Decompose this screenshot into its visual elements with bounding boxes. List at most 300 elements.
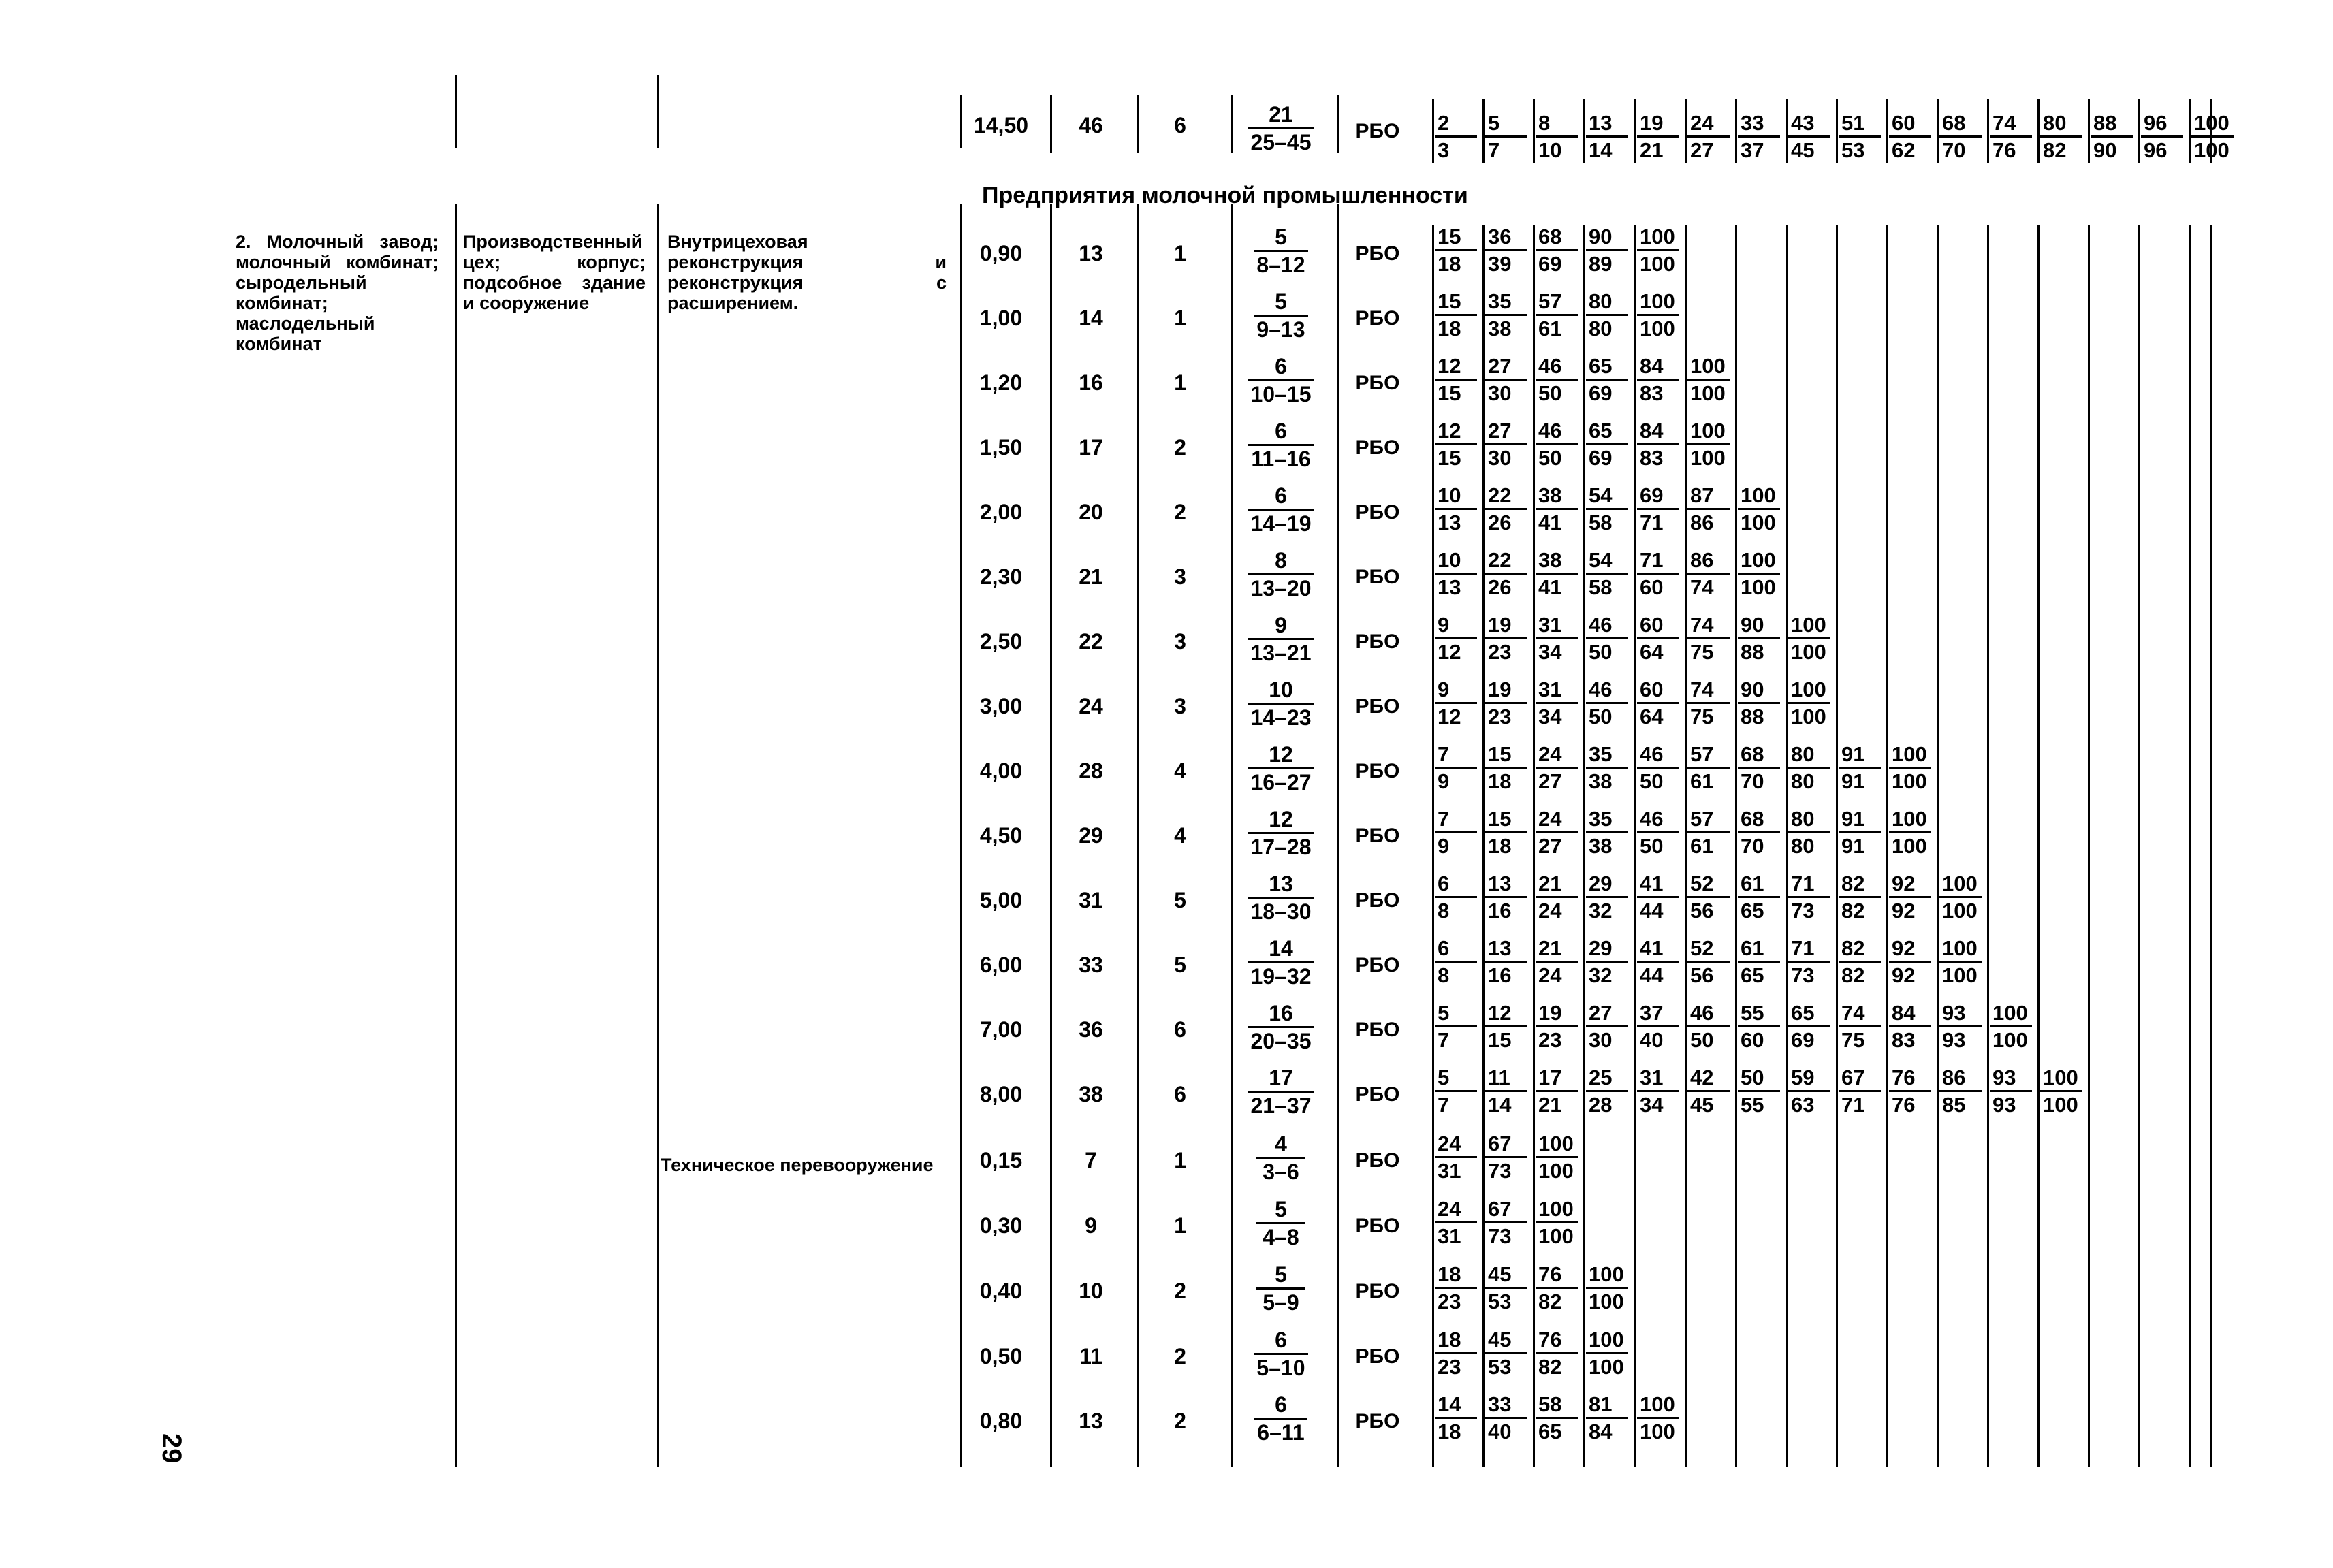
percent-cell-den: 28 <box>1586 1090 1628 1115</box>
col3-value: 1 <box>1174 1213 1186 1238</box>
percent-cell <box>1435 873 1481 921</box>
percent-column-divider <box>1634 225 1636 1467</box>
percent-column-divider <box>2138 225 2140 1467</box>
top-percent-cell <box>1536 112 1582 161</box>
column-divider <box>1137 204 1139 1467</box>
percent-cell-num: 12 <box>1438 354 1461 378</box>
percent-cell-num: 90 <box>1741 613 1764 637</box>
percent-cell <box>1990 1067 2036 1115</box>
percent-cell-den: 100 <box>1788 637 1830 662</box>
percent-cell-den: 24 <box>1536 961 1578 986</box>
percent-cell-den: 23 <box>1435 1352 1477 1377</box>
percent-cell <box>1637 291 1683 339</box>
percent-cell <box>1485 1264 1531 1312</box>
percent-cell-den: 23 <box>1536 1025 1578 1051</box>
percent-cell-num: 5 <box>1438 1066 1450 1089</box>
percent-cell <box>1435 614 1481 662</box>
percent-column-divider <box>1937 225 1939 1467</box>
percent-cell-den: 61 <box>1687 767 1730 792</box>
column-divider <box>1231 204 1233 1467</box>
percent-cell-den: 18 <box>1435 249 1477 274</box>
percent-cell-num: 35 <box>1589 807 1613 831</box>
percent-cell-num: 87 <box>1690 483 1714 507</box>
percent-cell-den: 71 <box>1839 1090 1881 1115</box>
area-value: 0,30 <box>979 1213 1023 1238</box>
percent-cell <box>1839 1067 1885 1115</box>
percent-cell-den: 30 <box>1485 379 1527 404</box>
percent-cell-num: 13 <box>1488 936 1512 960</box>
percent-cell-num: 58 <box>1538 1392 1562 1416</box>
percent-cell-num: 76 <box>1538 1262 1562 1286</box>
percent-cell-num: 55 <box>1741 1001 1764 1025</box>
duration-fraction <box>1243 485 1318 534</box>
col3-value: 2 <box>1174 1344 1186 1369</box>
percent-cell-num: 65 <box>1791 1001 1815 1025</box>
percent-cell-den: 88 <box>1738 702 1780 727</box>
top-fraction <box>1243 103 1318 153</box>
percent-cell <box>1485 1329 1531 1377</box>
duration-fraction-den: 17–28 <box>1248 832 1314 858</box>
percent-cell-den: 73 <box>1788 896 1830 921</box>
percent-cell-num: 15 <box>1488 807 1512 831</box>
column-divider <box>1337 95 1339 153</box>
percent-cell-den: 92 <box>1889 896 1931 921</box>
method-label: РБО <box>1355 630 1400 653</box>
percent-cell-num: 67 <box>1488 1132 1512 1155</box>
area-value: 2,00 <box>979 500 1023 524</box>
percent-cell-num: 17 <box>1538 1066 1562 1089</box>
percent-cell-den: 80 <box>1788 831 1830 857</box>
column-divider <box>1337 204 1339 1467</box>
percent-column-divider <box>1786 225 1788 1467</box>
percent-cell <box>1889 873 1935 921</box>
percent-cell <box>1637 355 1683 404</box>
percent-cell <box>1485 1067 1531 1115</box>
duration-fraction-num: 6 <box>1275 1328 1287 1352</box>
percent-cell-den: 38 <box>1485 314 1527 339</box>
percent-cell-num: 45 <box>1488 1262 1512 1286</box>
percent-cell-num: 69 <box>1640 483 1664 507</box>
area-value: 6,00 <box>979 953 1023 977</box>
top-percent-cell-den: 82 <box>2040 135 2082 161</box>
percent-cell-num: 46 <box>1589 613 1613 637</box>
percent-cell-num: 21 <box>1538 871 1562 895</box>
percent-cell-den: 23 <box>1485 702 1527 727</box>
percent-cell <box>1435 808 1481 857</box>
percent-cell-num: 54 <box>1589 483 1613 507</box>
area-value: 5,00 <box>979 888 1023 912</box>
percent-cell-num: 27 <box>1589 1001 1613 1025</box>
duration-fraction-num: 9 <box>1275 613 1287 637</box>
percent-cell-num: 14 <box>1438 1392 1461 1416</box>
col3-value: 5 <box>1174 953 1186 977</box>
percent-cell-num: 81 <box>1589 1392 1613 1416</box>
percent-cell-num: 71 <box>1791 936 1815 960</box>
col2-value: 31 <box>1079 888 1103 912</box>
percent-cell-num: 57 <box>1538 289 1562 313</box>
percent-cell-den: 65 <box>1536 1417 1578 1442</box>
top-percent-cell-num: 51 <box>1841 111 1865 135</box>
percent-cell-num: 60 <box>1640 613 1664 637</box>
top-percent-cell <box>1788 112 1835 161</box>
percent-cell-num: 76 <box>1538 1328 1562 1351</box>
percent-column-divider <box>2189 225 2191 1467</box>
percent-cell <box>1435 549 1481 598</box>
percent-cell-num: 93 <box>1993 1066 2016 1089</box>
top-percent-cell-den: 37 <box>1738 135 1780 161</box>
percent-column-divider <box>1836 225 1838 1467</box>
column-divider <box>657 204 659 1467</box>
duration-fraction-num: 4 <box>1275 1132 1287 1156</box>
top-percent-cell-num: 88 <box>2093 111 2117 135</box>
percent-cell <box>1536 549 1582 598</box>
percent-cell-num: 100 <box>1892 807 1927 831</box>
percent-cell-num: 80 <box>1791 807 1815 831</box>
duration-fraction-den: 20–35 <box>1248 1026 1314 1052</box>
percent-cell-den: 30 <box>1586 1025 1628 1051</box>
percent-cell <box>1586 226 1632 274</box>
percent-cell-num: 19 <box>1538 1001 1562 1025</box>
percent-cell-num: 37 <box>1640 1001 1664 1025</box>
percent-cell-den: 60 <box>1738 1025 1780 1051</box>
duration-fraction-den: 13–20 <box>1248 573 1314 599</box>
top-percent-cell-num: 96 <box>2144 111 2168 135</box>
duration-fraction-den: 9–13 <box>1254 315 1307 340</box>
percent-cell <box>1738 1002 1784 1051</box>
percent-cell <box>1435 226 1481 274</box>
percent-cell-den: 50 <box>1586 702 1628 727</box>
percent-cell-den: 13 <box>1435 508 1477 533</box>
percent-cell <box>1485 549 1531 598</box>
method-label: РБО <box>1355 1215 1400 1237</box>
percent-cell-num: 68 <box>1741 742 1764 766</box>
duration-fraction <box>1243 743 1318 793</box>
percent-column-divider <box>1886 225 1888 1467</box>
percent-cell-num: 24 <box>1438 1197 1461 1221</box>
percent-cell-den: 100 <box>1889 831 1931 857</box>
column-divider <box>455 75 457 148</box>
percent-cell-den: 34 <box>1637 1090 1679 1115</box>
percent-column-divider <box>2088 225 2090 1467</box>
top-percent-cell <box>1738 112 1784 161</box>
col2-value: 21 <box>1079 564 1103 589</box>
duration-fraction-num: 6 <box>1275 419 1287 443</box>
column-divider <box>455 204 457 1467</box>
percent-cell <box>1687 873 1734 921</box>
col3-value: 5 <box>1174 888 1186 912</box>
percent-cell-den: 82 <box>1839 896 1881 921</box>
percent-cell-num: 82 <box>1841 871 1865 895</box>
percent-cell-num: 65 <box>1589 419 1613 443</box>
percent-column-divider <box>1735 225 1737 1467</box>
percent-cell-num: 68 <box>1538 225 1562 249</box>
top-percent-cell <box>2040 112 2086 161</box>
top-method: РБО <box>1355 120 1400 142</box>
top-percent-cell <box>1586 112 1632 161</box>
percent-cell-den: 70 <box>1738 831 1780 857</box>
percent-cell <box>1738 743 1784 792</box>
duration-fraction <box>1243 679 1318 729</box>
percent-cell-den: 32 <box>1586 961 1628 986</box>
top-percent-cell-num: 2 <box>1438 111 1450 135</box>
percent-cell <box>1839 938 1885 986</box>
percent-cell-den: 100 <box>1990 1025 2032 1051</box>
col2-value: 38 <box>1079 1082 1103 1106</box>
top-percent-cell-den: 10 <box>1536 135 1578 161</box>
percent-cell-num: 52 <box>1690 871 1714 895</box>
percent-cell-den: 27 <box>1536 831 1578 857</box>
top-percent-cell-den: 14 <box>1586 135 1628 161</box>
percent-cell-num: 18 <box>1438 1262 1461 1286</box>
percent-cell <box>1435 485 1481 533</box>
top-percent-cell-den: 3 <box>1435 135 1477 161</box>
col3-value: 4 <box>1174 758 1186 783</box>
top-percent-cell-num: 24 <box>1690 111 1714 135</box>
percent-cell <box>1435 1394 1481 1442</box>
percent-cell-num: 33 <box>1488 1392 1512 1416</box>
percent-cell-num: 65 <box>1589 354 1613 378</box>
percent-cell <box>1435 743 1481 792</box>
top-fraction-den: 25–45 <box>1248 127 1314 153</box>
percent-cell-num: 67 <box>1488 1197 1512 1221</box>
percent-cell-den: 41 <box>1536 573 1578 598</box>
duration-fraction-num: 13 <box>1269 871 1293 896</box>
percent-cell <box>1637 549 1683 598</box>
percent-cell-num: 80 <box>1791 742 1815 766</box>
col3-value: 2 <box>1174 500 1186 524</box>
percent-cell <box>1485 1133 1531 1181</box>
percent-cell-den: 82 <box>1536 1352 1578 1377</box>
percent-cell-den: 24 <box>1536 896 1578 921</box>
percent-cell-den: 50 <box>1637 831 1679 857</box>
percent-cell-num: 46 <box>1589 677 1613 701</box>
percent-cell-num: 46 <box>1538 354 1562 378</box>
duration-fraction-den: 16–27 <box>1248 767 1314 793</box>
percent-cell-num: 90 <box>1741 677 1764 701</box>
percent-cell-num: 6 <box>1438 936 1450 960</box>
percent-column-divider <box>1583 99 1585 163</box>
percent-column-divider <box>1735 99 1737 163</box>
percent-cell-den: 32 <box>1586 896 1628 921</box>
percent-cell <box>1687 355 1734 404</box>
percent-cell-den: 65 <box>1738 896 1780 921</box>
percent-column-divider <box>1533 225 1535 1467</box>
percent-cell-num: 5 <box>1438 1001 1450 1025</box>
col2-value: 13 <box>1079 1409 1103 1433</box>
percent-cell-den: 8 <box>1435 896 1477 921</box>
column-divider <box>1231 95 1233 153</box>
percent-cell-num: 46 <box>1538 419 1562 443</box>
top-percent-cell-den: 100 <box>2191 135 2234 161</box>
percent-cell <box>1586 420 1632 468</box>
percent-cell <box>1536 355 1582 404</box>
percent-cell-num: 100 <box>1741 548 1776 572</box>
percent-cell <box>1586 355 1632 404</box>
percent-cell-den: 58 <box>1586 508 1628 533</box>
area-value: 0,15 <box>979 1148 1023 1172</box>
percent-cell-num: 46 <box>1690 1001 1714 1025</box>
col2-value: 14 <box>1079 306 1103 330</box>
top-percent-cell-den: 45 <box>1788 135 1830 161</box>
percent-cell-num: 24 <box>1538 742 1562 766</box>
percent-cell-den: 100 <box>1586 1287 1628 1312</box>
duration-fraction-den: 3–6 <box>1256 1157 1305 1183</box>
percent-cell <box>1637 420 1683 468</box>
percent-column-divider <box>1432 225 1434 1467</box>
percent-cell-num: 60 <box>1640 677 1664 701</box>
method-label: РБО <box>1355 889 1400 912</box>
method-label: РБО <box>1355 566 1400 588</box>
percent-cell <box>1839 873 1885 921</box>
percent-cell-den: 100 <box>2040 1090 2082 1115</box>
percent-cell-num: 15 <box>1438 225 1461 249</box>
duration-fraction-den: 5–10 <box>1254 1353 1307 1379</box>
percent-cell-den: 18 <box>1435 314 1477 339</box>
percent-cell <box>1536 1329 1582 1377</box>
percent-cell-num: 35 <box>1488 289 1512 313</box>
percent-cell-den: 38 <box>1586 831 1628 857</box>
percent-cell <box>1586 873 1632 921</box>
percent-cell-den: 69 <box>1586 443 1628 468</box>
percent-cell-num: 61 <box>1741 936 1764 960</box>
percent-cell-num: 100 <box>1640 225 1675 249</box>
percent-cell <box>1788 679 1835 727</box>
top-percent-cell-den: 76 <box>1990 135 2032 161</box>
percent-column-divider <box>2189 99 2191 163</box>
top-percent-cell-den: 90 <box>2091 135 2133 161</box>
col2-value: 33 <box>1079 953 1103 977</box>
percent-cell <box>1485 485 1531 533</box>
percent-cell <box>1536 291 1582 339</box>
percent-cell-den: 8 <box>1435 961 1477 986</box>
percent-cell-den: 71 <box>1637 508 1679 533</box>
percent-cell-den: 91 <box>1839 831 1881 857</box>
percent-cell-num: 11 <box>1488 1066 1510 1089</box>
duration-fraction-num: 6 <box>1275 354 1287 379</box>
method-label: РБО <box>1355 695 1400 718</box>
percent-cell-den: 9 <box>1435 767 1477 792</box>
percent-cell <box>1637 938 1683 986</box>
percent-cell-num: 10 <box>1438 483 1461 507</box>
duration-fraction-num: 6 <box>1275 483 1287 508</box>
duration-fraction-num: 6 <box>1275 1392 1287 1417</box>
col3-value: 6 <box>1174 1017 1186 1042</box>
percent-cell-num: 46 <box>1640 742 1664 766</box>
col3-value: 3 <box>1174 629 1186 654</box>
top-percent-cell-num: 60 <box>1892 111 1916 135</box>
percent-cell-num: 29 <box>1589 936 1613 960</box>
percent-cell <box>1485 226 1531 274</box>
percent-cell <box>1889 938 1935 986</box>
percent-cell-den: 82 <box>1839 961 1881 986</box>
percent-cell <box>1435 355 1481 404</box>
work-type-rearmament: Техническое перевооружение <box>661 1155 934 1175</box>
percent-cell-num: 42 <box>1690 1066 1714 1089</box>
percent-cell <box>1586 549 1632 598</box>
percent-cell <box>1536 938 1582 986</box>
area-value: 4,00 <box>979 758 1023 783</box>
percent-cell <box>1536 1067 1582 1115</box>
duration-fraction <box>1243 808 1318 858</box>
percent-cell-num: 100 <box>1791 613 1826 637</box>
col2-value: 28 <box>1079 758 1103 783</box>
percent-cell <box>1788 1067 1835 1115</box>
percent-cell-den: 69 <box>1536 249 1578 274</box>
percent-cell-num: 61 <box>1741 871 1764 895</box>
method-label: РБО <box>1355 1280 1400 1302</box>
percent-cell-den: 100 <box>1536 1221 1578 1247</box>
percent-cell-num: 92 <box>1892 871 1916 895</box>
percent-cell-den: 100 <box>1637 249 1679 274</box>
duration-fraction <box>1243 1264 1318 1313</box>
percent-cell <box>1536 420 1582 468</box>
duration-fraction-num: 10 <box>1269 677 1293 702</box>
percent-cell-den: 39 <box>1485 249 1527 274</box>
top-percent-cell <box>1435 112 1481 161</box>
percent-cell <box>1536 743 1582 792</box>
percent-cell-den: 64 <box>1637 637 1679 662</box>
percent-column-divider <box>1786 99 1788 163</box>
percent-cell-den: 40 <box>1637 1025 1679 1051</box>
percent-cell <box>1637 1002 1683 1051</box>
percent-cell <box>1687 1067 1734 1115</box>
percent-cell-den: 41 <box>1536 508 1578 533</box>
area-value: 0,40 <box>979 1279 1023 1303</box>
percent-cell <box>1485 808 1531 857</box>
top-percent-cell-den: 27 <box>1687 135 1730 161</box>
percent-cell-num: 21 <box>1538 936 1562 960</box>
duration-fraction-num: 14 <box>1269 936 1293 961</box>
duration-fraction <box>1243 226 1318 276</box>
percent-column-divider <box>2210 225 2212 1467</box>
percent-cell-num: 100 <box>1892 742 1927 766</box>
percent-cell-den: 55 <box>1738 1090 1780 1115</box>
col3-value: 2 <box>1174 1279 1186 1303</box>
percent-column-divider <box>2138 99 2140 163</box>
percent-cell-den: 100 <box>1637 1417 1679 1442</box>
percent-cell <box>1586 938 1632 986</box>
percent-cell-den: 21 <box>1536 1090 1578 1115</box>
percent-cell-num: 76 <box>1892 1066 1916 1089</box>
percent-cell-den: 50 <box>1687 1025 1730 1051</box>
area-value: 2,30 <box>979 564 1023 589</box>
percent-cell-num: 41 <box>1640 871 1664 895</box>
percent-cell <box>1536 1133 1582 1181</box>
duration-fraction-den: 14–19 <box>1248 509 1314 534</box>
percent-cell-den: 100 <box>1738 573 1780 598</box>
percent-cell <box>1788 743 1835 792</box>
percent-cell <box>1485 355 1531 404</box>
percent-cell-den: 88 <box>1738 637 1780 662</box>
percent-cell-den: 75 <box>1687 702 1730 727</box>
top-percent-cell-num: 5 <box>1488 111 1500 135</box>
method-label: РБО <box>1355 1019 1400 1041</box>
percent-cell-den: 18 <box>1435 1417 1477 1442</box>
percent-cell-den: 69 <box>1586 379 1628 404</box>
duration-fraction-den: 11–16 <box>1248 444 1313 470</box>
top-percent-cell-den: 7 <box>1485 135 1527 161</box>
percent-cell-den: 61 <box>1536 314 1578 339</box>
col2-value: 22 <box>1079 629 1103 654</box>
top-percent-cell-num: 68 <box>1942 111 1966 135</box>
duration-fraction-num: 5 <box>1275 1262 1287 1287</box>
top-percent-cell <box>1839 112 1885 161</box>
percent-cell-num: 9 <box>1438 677 1450 701</box>
duration-fraction <box>1243 938 1318 987</box>
percent-cell <box>1485 291 1531 339</box>
building-type: Производственный цех; корпус; подсобное здание и сооружение <box>463 231 646 313</box>
percent-cell <box>1738 873 1784 921</box>
